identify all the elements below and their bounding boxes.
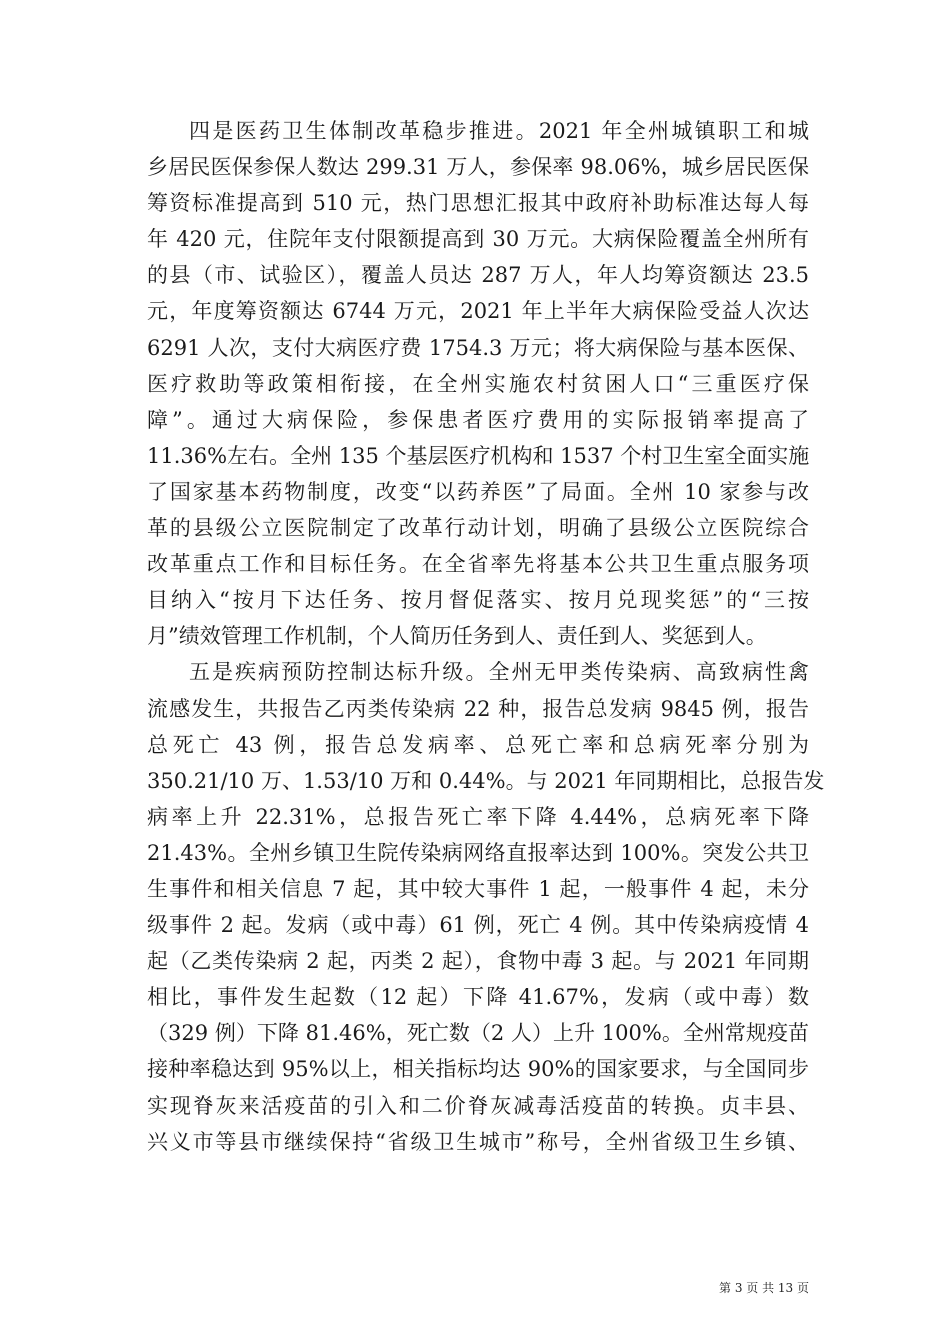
text-line: 改革重点工作和目标任务。在全省率先将基本公共卫生重点服务项 [147,552,809,577]
paragraph-disease-control [147,654,825,1159]
text-line: （329 例）下降 81.46%，死亡数（2 人）上升 100%。全州常规疫苗 [147,1021,809,1046]
text-line: 元，年度筹资额达 6744 万元，2021 年上半年大病保险受益人次达 [147,299,809,324]
text-line: 兴义市等县市继续保持“省级卫生城市”称号，全州省级卫生乡镇、 [147,1129,809,1154]
text-line: 级事件 2 起。发病（或中毒）61 例，死亡 4 例。其中传染病疫情 4 [147,913,809,938]
text-line: 年 420 元，住院年支付限额提高到 30 万元。大病保险覆盖全州所有 [147,227,809,252]
paragraph-health-reform [147,113,809,654]
text-line: 筹资标准提高到 510 元，热门思想汇报其中政府补助标准达每人每 [147,191,809,216]
text-line: 实现脊灰来活疫苗的引入和二价脊灰减毒活疫苗的转换。贞丰县、 [147,1093,809,1118]
text-line: 障”。通过大病保险，参保患者医疗费用的实际报销率提高了 [147,407,809,432]
text-line: 起（乙类传染病 2 起，丙类 2 起），食物中毒 3 起。与 2021 年同期 [147,949,809,974]
text-line: 月”绩效管理工作机制，个人简历任务到人、责任到人、奖惩到人。 [147,624,767,649]
text-line: 11.36%左右。全州 135 个基层医疗机构和 1537 个村卫生室全面实施 [147,443,810,468]
text-line: 五是疾病预防控制达标升级。全州无甲类传染病、高致病性禽 [189,660,809,685]
text-line: 革的县级公立医院制定了改革行动计划，明确了县级公立医院综合 [147,516,809,541]
text-line: 病率上升 22.31%，总报告死亡率下降 4.44%，总病死率下降 [147,804,809,829]
text-line: 6291 人次，支付大病医疗费 1754.3 万元；将大病保险与基本医保、 [147,335,809,360]
page-number: 第 3 页 共 13 页 [719,1281,809,1295]
text-line: 相比，事件发生起数（12 起）下降 41.67%，发病（或中毒）数 [147,985,809,1010]
text-line: 接种率稳达到 95%以上，相关指标均达 90%的国家要求，与全国同步 [147,1057,809,1082]
text-line: 乡居民医保参保人数达 299.31 万人，参保率 98.06%，城乡居民医保 [147,155,809,180]
text-line: 21.43%。全州乡镇卫生院传染病网络直报率达到 100%。突发公共卫 [147,840,809,865]
text-line: 目纳入“按月下达任务、按月督促落实、按月兑现奖惩”的“三按 [147,588,809,613]
body-text [147,113,825,1160]
text-line: 的县（市、试验区），覆盖人员达 287 万人，年人均筹资额达 23.5 [147,263,809,288]
text-line: 350.21/10 万、1.53/10 万和 0.44%。与 2021 年同期相比，总报告发 [147,768,825,793]
text-line: 总死亡 43 例，报告总发病率、总死亡率和总病死率分别为 [147,732,809,757]
text-line: 流感发生，共报告乙丙类传染病 22 种，报告总发病 9845 例，报告 [147,696,809,721]
text-line: 医疗救助等政策相衔接，在全州实施农村贫困人口“三重医疗保 [147,371,809,396]
text-line: 四是医药卫生体制改革稳步推进。2021 年全州城镇职工和城 [189,119,809,143]
text-line: 了国家基本药物制度，改变“以药养医”了局面。全州 10 家参与改 [147,479,809,504]
text-line: 生事件和相关信息 7 起，其中较大事件 1 起，一般事件 4 起，未分 [147,876,809,901]
